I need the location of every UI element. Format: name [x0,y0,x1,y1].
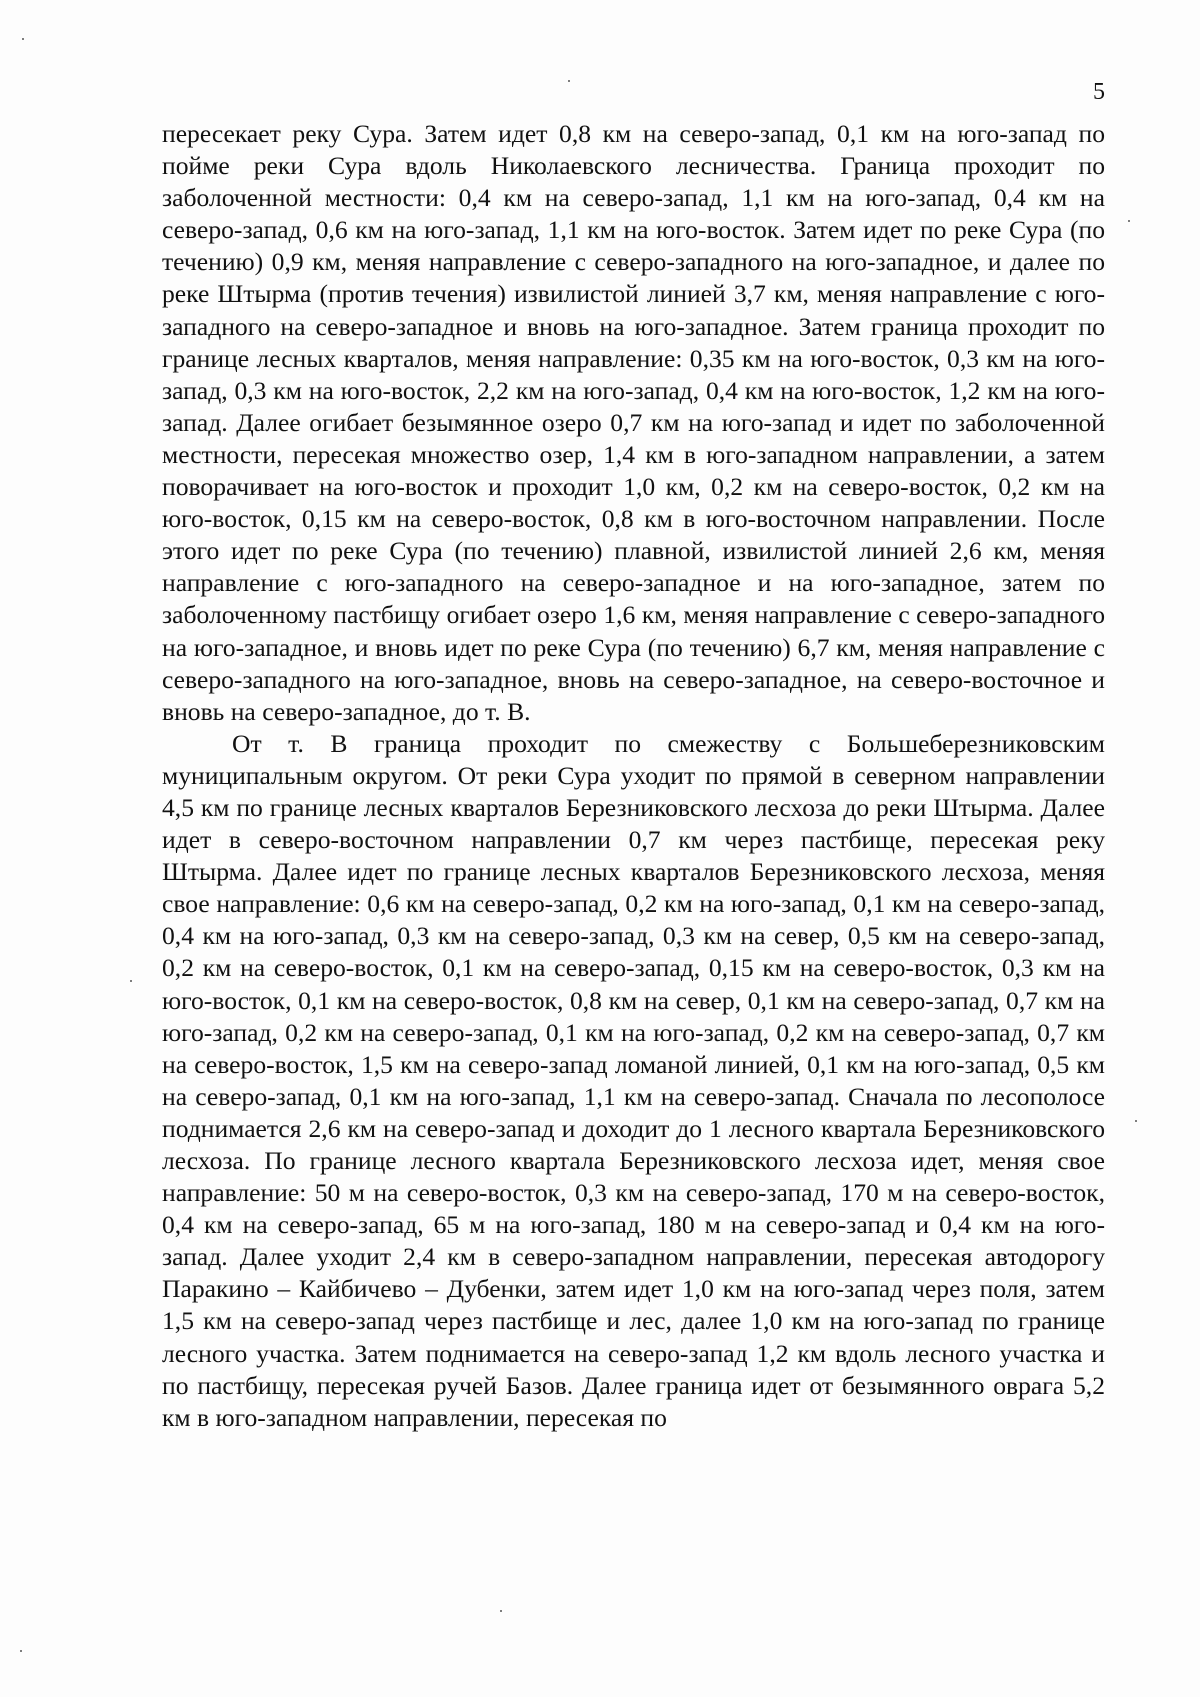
scan-speck [1128,220,1130,222]
scan-speck [130,980,132,982]
document-body [162,118,1105,1434]
scan-speck [22,38,24,40]
scan-speck [1135,1120,1137,1122]
scan-speck [20,1650,22,1652]
scan-speck [500,1610,502,1612]
paragraph-continuation: пересекает реку Сура. Затем идет 0,8 км на северо-запад, 0,1 км на юго-запад по пойме реки Сура вдоль Николаевского лесничества. Граница проходит по заболоченной местности: 0,4 км на северо-запад, 1,1 км на юго-запад, 0,4 км на северо-запад, 0,6 км на юго-запад, 1,1 км на юго-восток. Затем идет по реке Сура (по течению) 0,9 км, меняя направление с северо-западного на юго-западное, и далее по реке Штырма (против течения) извилистой линией 3,7 км, меняя направление с юго-западного на северо-западное и вновь на юго-западное. Затем граница проходит по границе лесных кварталов, меняя направление: 0,35 км на юго-восток, 0,3 км на юго-запад, 0,3 км на юго-восток, 2,2 км на юго-запад, 0,4 км на юго-восток, 1,2 км на юго-запад. Далее огибает безымянное озеро 0,7 км на юго-запад и идет по заболоченной местности, пересекая множество озер, 1,4 км в юго-западном направлении, а затем поворачивает на юго-восток и проходит 1,0 км, 0,2 км на северо-восток, 0,2 км на юго-восток, 0,15 км на северо-восток, 0,8 км в юго-восточном направлении. После этого идет по реке Сура (по течению) плавной, извилистой линией 2,6 км, меняя направление с юго-западного на северо-западное и на юго-западное, затем по заболоченному пастбищу огибает озеро 1,6 км, меняя направление с северо-западного на юго-западное, и вновь идет по реке Сура (по течению) 6,7 км, меняя направление с северо-западного на юго-западное, вновь на северо-западное, на северо-восточное и вновь на северо-западное, до т. В. [162,119,1105,726]
scan-speck [568,80,570,82]
paragraph-boundary-description: От т. В граница проходит по смежеству с Большеберезниковским муниципальным округом. От реки Сура уходит по прямой в северном направлении 4,5 км по границе лесных кварталов Березниковского лесхоза до реки Штырма. Далее идет в северо-восточном направлении 0,7 км через пастбище, пересекая реку Штырма. Далее идет по границе лесных кварталов Березниковского лесхоза, меняя свое направление: 0,6 км на северо-запад, 0,2 км на юго-запад, 0,1 км на северо-запад, 0,4 км на юго-запад, 0,3 км на северо-запад, 0,3 км на север, 0,5 км на северо-запад, 0,2 км на северо-восток, 0,1 км на северо-запад, 0,15 км на северо-восток, 0,3 км на юго-восток, 0,1 км на северо-восток, 0,8 км на север, 0,1 км на северо-запад, 0,7 км на юго-запад, 0,2 км на северо-запад, 0,1 км на юго-запад, 0,2 км на северо-запад, 0,7 км на северо-восток, 1,5 км на северо-запад ломаной линией, 0,1 км на юго-запад, 0,5 км на северо-запад, 0,1 км на юго-запад, 1,1 км на северо-запад. Сначала по лесополосе поднимается 2,6 км на северо-запад и доходит до 1 лесного квартала Березниковского лесхоза. По границе лесного квартала Березниковского лесхоза идет, меняя свое направление: 50 м на северо-восток, 0,3 км на северо-запад, 170 м на северо-восток, 0,4 км на северо-запад, 65 м на юго-запад, 180 м на северо-запад и 0,4 км на юго-запад. Далее уходит 2,4 км в северо-западном направлении, пересекая автодорогу Паракино – Кайбичево – Дубенки, затем идет 1,0 км на юго-запад через поля, затем 1,5 км на северо-запад через пастбище и лес, далее 1,0 км на юго-запад по границе лесного участка. Затем поднимается на северо-запад 1,2 км вдоль лесного участка и по пастбищу, пересекая ручей Базов. Далее граница идет от безымянного оврага 5,2 км в юго-западном направлении, пересекая по [162,728,1105,1432]
page-number: 5 [1093,79,1105,105]
